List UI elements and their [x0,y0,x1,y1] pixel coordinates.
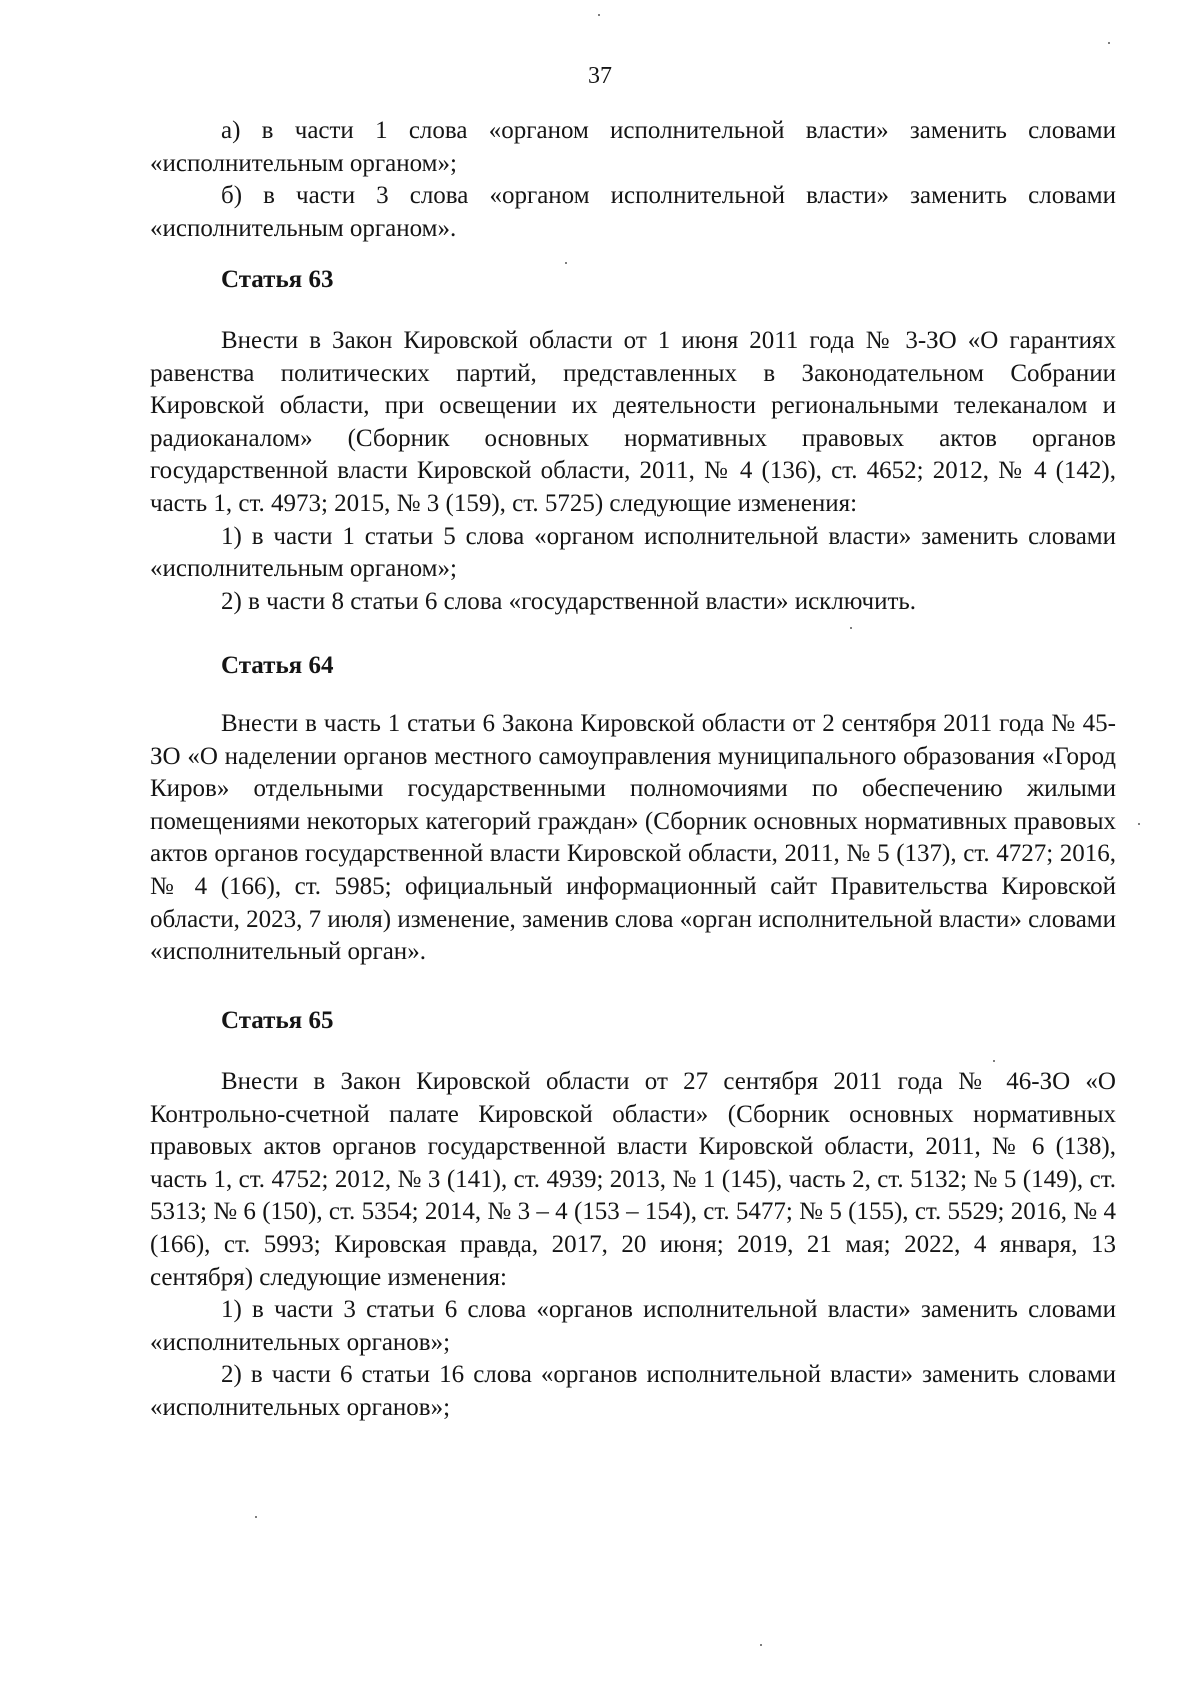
scan-speck [760,1644,762,1646]
intro-block [150,115,1116,245]
article-65-body [150,1066,1116,1425]
scan-speck [1138,823,1140,825]
intro-item-b: б) в части 3 слова «органом исполнительной власти» заменить словами «исполнительным органом». [150,182,1116,242]
article-63-item-1: 1) в части 1 статьи 5 слова «органом исполнительной власти» заменить словами «исполнительным органом»; [150,522,1116,583]
article-65-heading: Статья 65 [221,1007,334,1034]
article-63-heading: Статья 63 [221,266,334,293]
scan-speck [850,627,852,629]
article-65-item-1: 1) в части 3 статьи 6 слова «органов исполнительной власти» заменить словами «исполнительных органов»; [150,1296,1116,1356]
scan-speck [598,14,600,16]
scan-speck [255,1516,257,1518]
article-64-paragraph: Внести в часть 1 статьи 6 Закона Кировской области от 2 сентября 2011 года № 45-ЗО «О наделении органов местного самоуправления муниципального образования «Город Киров» отдельными государственными полномочиями по обеспечению жилыми помещениями некоторых категорий граждан» (Сборник основных нормативных правовых актов органов государственной власти Кировской области, 2011, № 5 (137), ст. 4727; 2016, № 4 (166), ст. 5985; официальный информационный сайт Правительства Кировской области, 2023, 7 июля) изменение, заменив слова «орган исполнительной власти» словами «исполнительный орган». [150,710,1116,966]
article-64-body [150,708,1116,969]
article-65-item-2: 2) в части 6 статьи 16 слова «органов исполнительной власти» заменить словами «исполнительных органов»; [150,1361,1116,1421]
article-63-item-2: 2) в части 8 статьи 6 слова «государственной власти» исключить. [221,587,917,615]
scan-speck [565,262,567,264]
article-63-paragraph: Внести в Закон Кировской области от 1 июня 2011 года № 3-ЗО «О гарантиях равенства политических партий, представленных в Законодательном Собрании Кировской области, при освещении их деятельности региональными телеканалом и радиоканалом» (Сборник основных нормативных правовых актов органов государственной власти Кировской области, 2011, № 4 (136), ст. 4652; 2012, № 4 (142), часть 1, ст. 4973; 2015, № 3 (159), ст. 5725) следующие изменения: [150,327,1116,517]
intro-item-a: а) в части 1 слова «органом исполнительной власти» заменить словами «исполнительным органом»; [150,117,1116,177]
article-65-paragraph: Внести в Закон Кировской области от 27 сентября 2011 года № 46-ЗО «О Контрольно-счетной палате Кировской области» (Сборник основных нормативных правовых актов органов государственной власти Кировской области, 2011, № 6 (138), часть 1, ст. 4752; 2012, № 3 (141), ст. 4939; 2013, № 1 (145), часть 2, ст. 5132; № 5 (149), ст. 5313; № 6 (150), ст. 5354; 2014, № 3 – 4 (153 – 154), ст. 5477; № 5 (155), ст. 5529; 2016, № 4 (166), ст. 5993; Кировская правда, 2017, 20 июня; 2019, 21 мая; 2022, 4 января, 13 сентября) следующие изменения: [150,1068,1116,1291]
scan-speck [993,1060,995,1062]
page-number: 37 [588,63,612,89]
article-64-heading: Статья 64 [221,652,334,679]
scan-speck [1108,42,1110,44]
article-63-body [150,325,1116,618]
